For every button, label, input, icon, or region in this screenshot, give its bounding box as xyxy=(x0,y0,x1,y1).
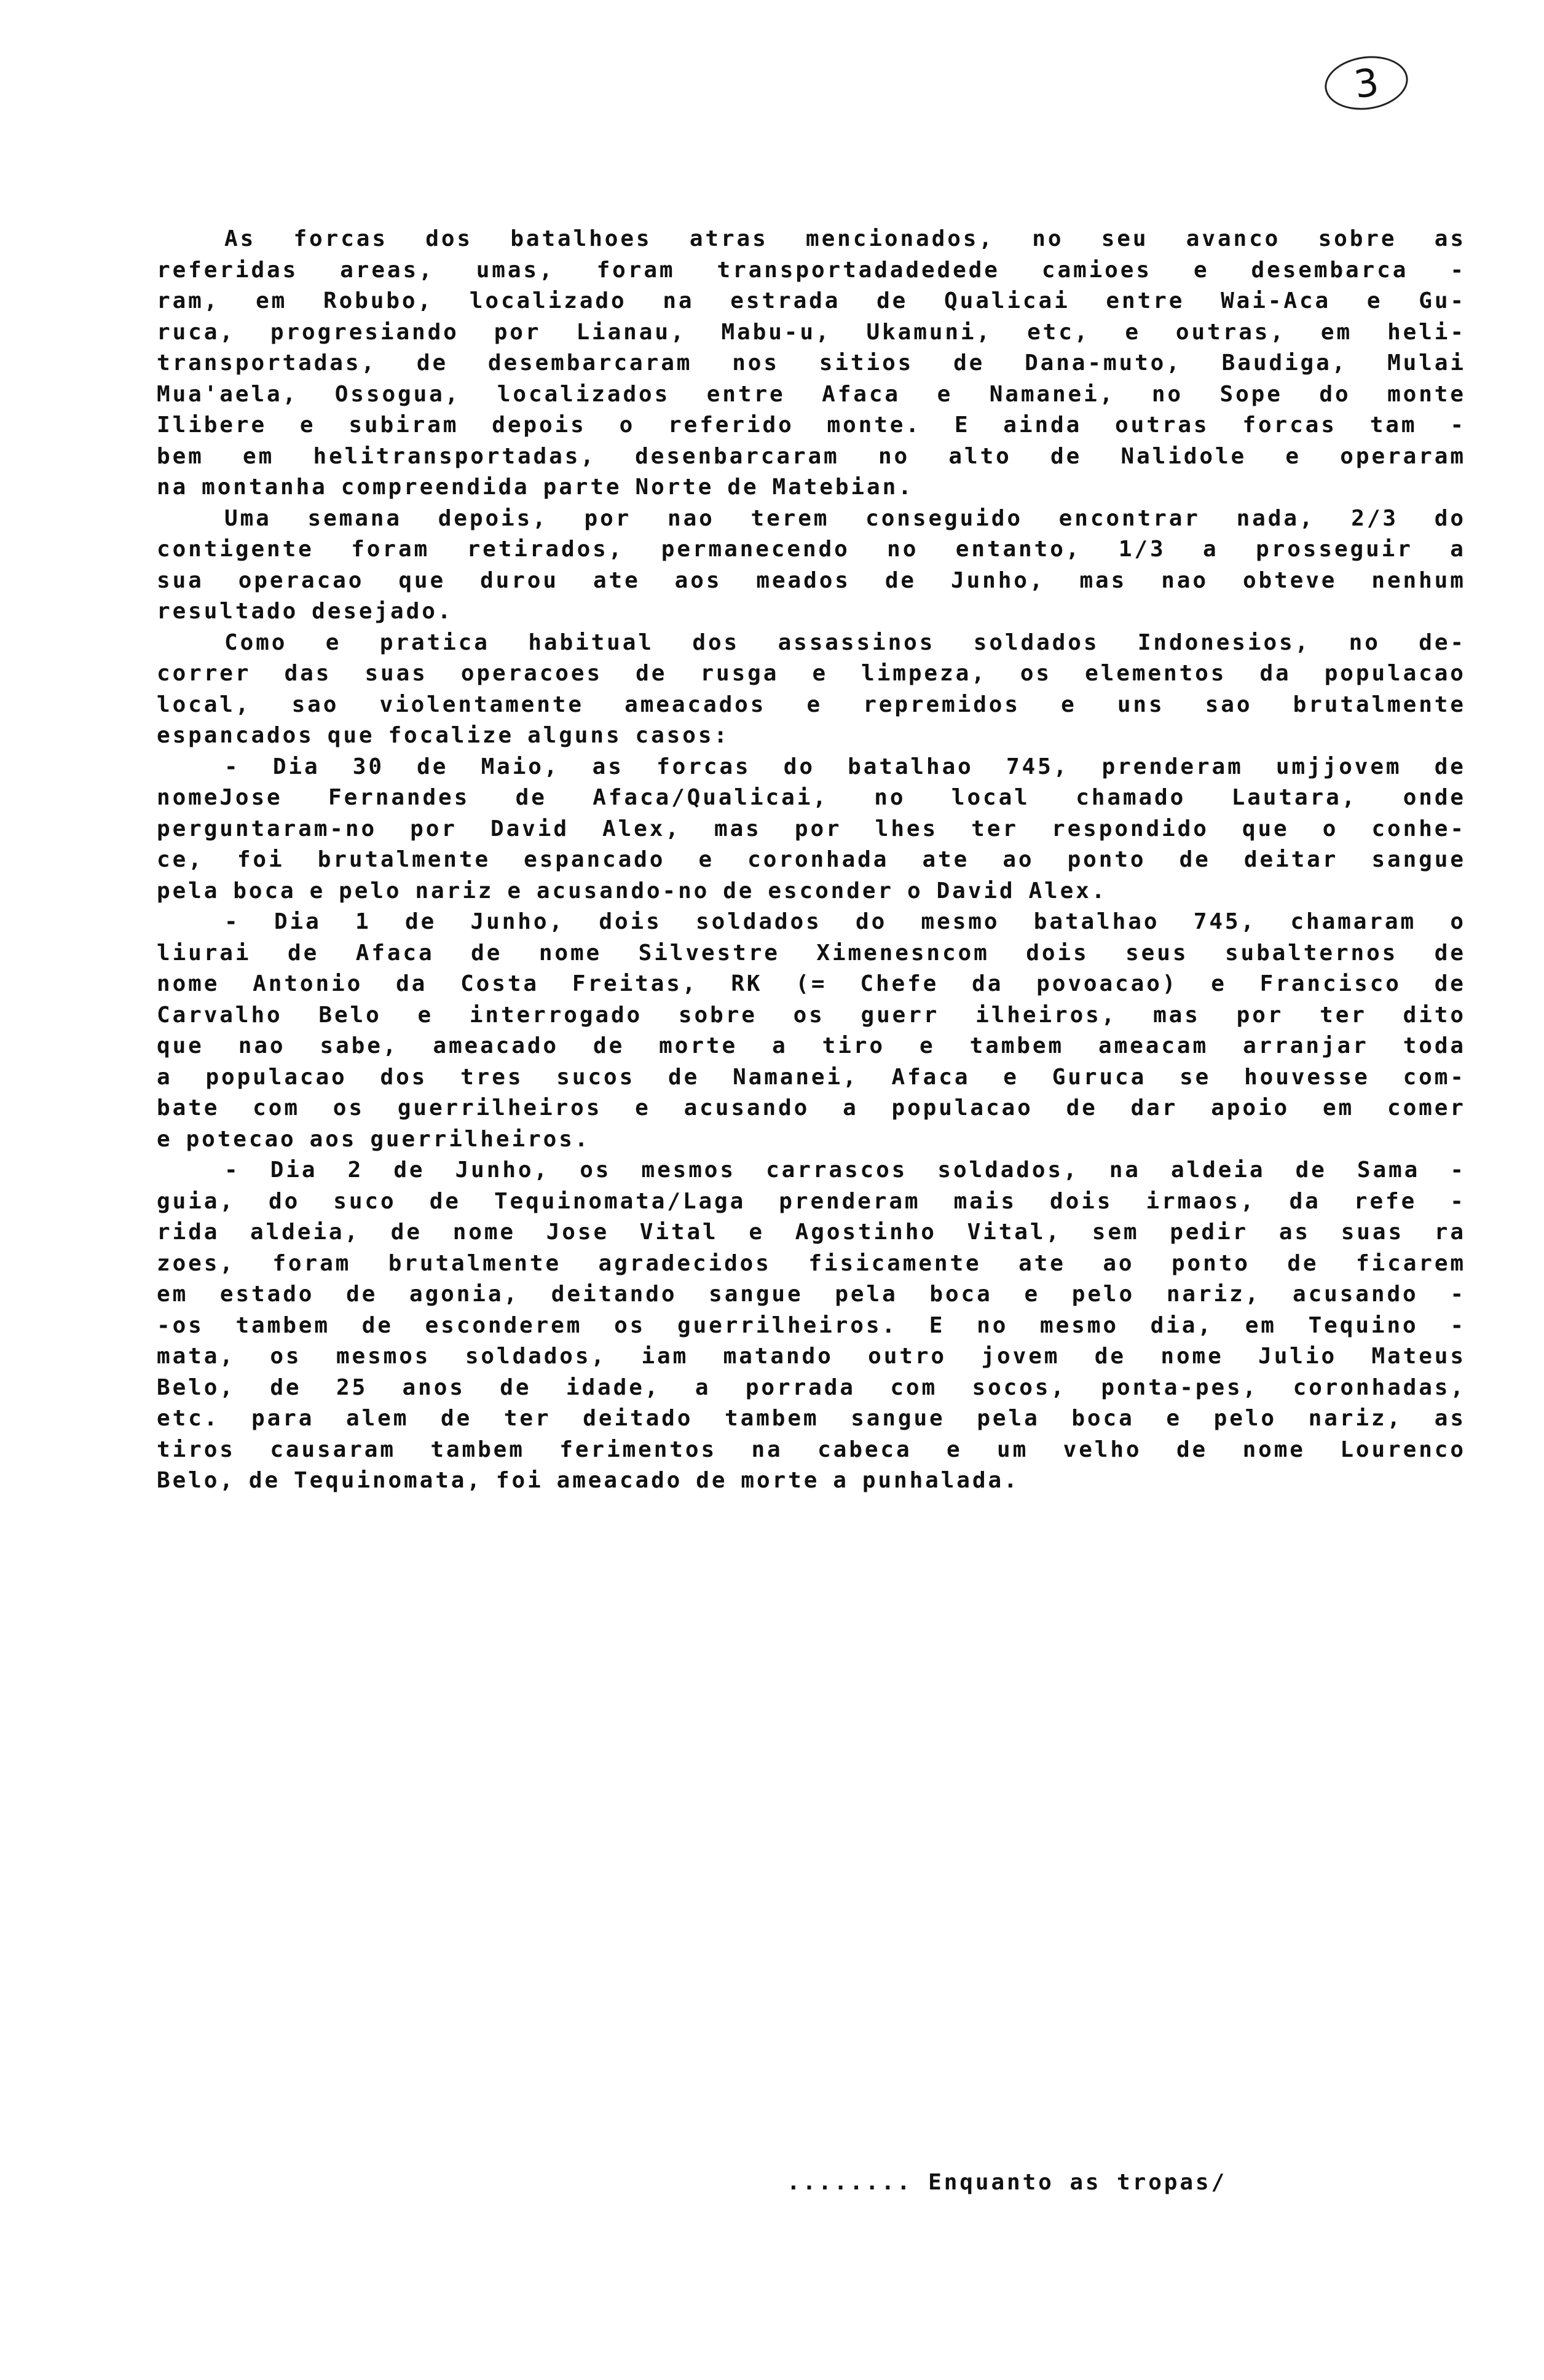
text-line: local, sao violentamente ameacados e repremidos e uns sao brutalmente xyxy=(157,692,1466,717)
text-line: - Dia 2 de Junho, os mesmos carrascos soldados, na aldeia de Sama - xyxy=(224,1157,1466,1183)
text-line: tiros causaram tambem ferimentos na cabeca e um velho de nome Lourenco xyxy=(157,1436,1466,1462)
paragraph xyxy=(157,1155,1466,1497)
paragraph xyxy=(157,752,1466,907)
text-line: na montanha compreendida parte Norte de Matebian. xyxy=(157,475,914,500)
page-number: 3 xyxy=(1321,51,1412,115)
text-line: perguntaram-no por David Alex, mas por lhes ter respondido que o conhe- xyxy=(157,816,1466,841)
text-line: -os tambem de esconderem os guerrilheiros. E no mesmo dia, em Tequino - xyxy=(157,1312,1466,1338)
text-line: Uma semana depois, por nao terem conseguido encontrar nada, 2/3 do xyxy=(224,505,1466,531)
text-line: mata, os mesmos soldados, iam matando outro jovem de nome Julio Mateus xyxy=(157,1344,1466,1369)
text-line: etc. para alem de ter deitado tambem sangue pela boca e pelo nariz, as xyxy=(157,1406,1466,1431)
text-line: zoes, foram brutalmente agradecidos fisicamente ate ao ponto de ficarem xyxy=(157,1250,1466,1276)
text-line: em estado de agonia, deitando sangue pela boca e pelo nariz, acusando - xyxy=(157,1282,1466,1307)
text-line: - Dia 30 de Maio, as forcas do batalhao 745, prenderam umjjovem de xyxy=(224,754,1466,779)
text-line: Como e pratica habitual dos assassinos soldados Indonesios, no de- xyxy=(224,629,1466,655)
text-line: rida aldeia, de nome Jose Vital e Agostinho Vital, sem pedir as suas ra xyxy=(157,1220,1466,1245)
text-line: Belo, de 25 anos de idade, a porrada com socos, ponta-pes, coronhadas, xyxy=(157,1374,1466,1400)
text-line: ce, foi brutalmente espancado e coronhada ate ao ponto de deitar sangue xyxy=(157,847,1466,872)
text-line: Belo, de Tequinomata, foi ameacado de morte a punhalada. xyxy=(157,1468,1020,1493)
text-line: bate com os guerrilheiros e acusando a populacao de dar apoio em comer xyxy=(157,1095,1466,1121)
text-line: - Dia 1 de Junho, dois soldados do mesmo batalhao 745, chamaram o xyxy=(224,909,1466,934)
text-line: e potecao aos guerrilheiros. xyxy=(157,1126,591,1152)
text-line: espancados que focalize alguns casos: xyxy=(157,723,730,748)
text-line: Mua'aela, Ossogua, localizados entre Afaca e Namanei, no Sope do monte xyxy=(157,381,1466,407)
text-line: transportadas, de desembarcaram nos sitios de Dana-muto, Baudiga, Mulai xyxy=(157,350,1466,376)
text-line: a populacao dos tres sucos de Namanei, Afaca e Guruca se houvesse com- xyxy=(157,1064,1466,1090)
text-line: Carvalho Belo e interrogado sobre os guerr ilheiros, mas por ter dito xyxy=(157,1002,1466,1028)
text-line: referidas areas, umas, foram transportadadedede camioes e desembarca - xyxy=(157,257,1466,283)
paragraph xyxy=(157,907,1466,1155)
paragraph xyxy=(157,503,1466,628)
text-line: nome Antonio da Costa Freitas, RK (= Chefe da povoacao) e Francisco de xyxy=(157,971,1466,996)
text-line: que nao sabe, ameacado de morte a tiro e tambem ameacam arranjar toda xyxy=(157,1033,1466,1058)
continuation-line: ........ Enquanto as tropas/ xyxy=(787,2170,1227,2195)
document-body xyxy=(157,224,1466,1497)
text-line: bem em helitransportadas, desenbarcaram no alto de Nalidole e operaram xyxy=(157,443,1466,469)
text-line: Ilibere e subiram depois o referido monte. E ainda outras forcas tam - xyxy=(157,412,1466,438)
text-line: sua operacao que durou ate aos meados de Junho, mas nao obteve nenhum xyxy=(157,567,1466,593)
text-line: pela boca e pelo nariz e acusando-no de esconder o David Alex. xyxy=(157,878,1108,904)
text-line: resultado desejado. xyxy=(157,599,454,624)
paragraph xyxy=(157,628,1466,752)
text-line: correr das suas operacoes de rusga e limpeza, os elementos da populacao xyxy=(157,661,1466,686)
text-line: As forcas dos batalhoes atras mencionados, no seu avanco sobre as xyxy=(224,226,1466,251)
paragraph xyxy=(157,224,1466,503)
text-line: ruca, progresiando por Lianau, Mabu-u, Ukamuni, etc, e outras, em heli- xyxy=(157,319,1466,345)
text-line: contigente foram retirados, permanecendo no entanto, 1/3 a prosseguir a xyxy=(157,537,1466,562)
text-line: nomeJose Fernandes de Afaca/Qualicai, no local chamado Lautara, onde xyxy=(157,785,1466,810)
text-line: guia, do suco de Tequinomata/Laga prenderam mais dois irmaos, da refe - xyxy=(157,1188,1466,1214)
text-line: liurai de Afaca de nome Silvestre Ximenesncom dois seus subalternos de xyxy=(157,940,1466,966)
text-line: ram, em Robubo, localizado na estrada de Qualicai entre Wai-Aca e Gu- xyxy=(157,288,1466,313)
